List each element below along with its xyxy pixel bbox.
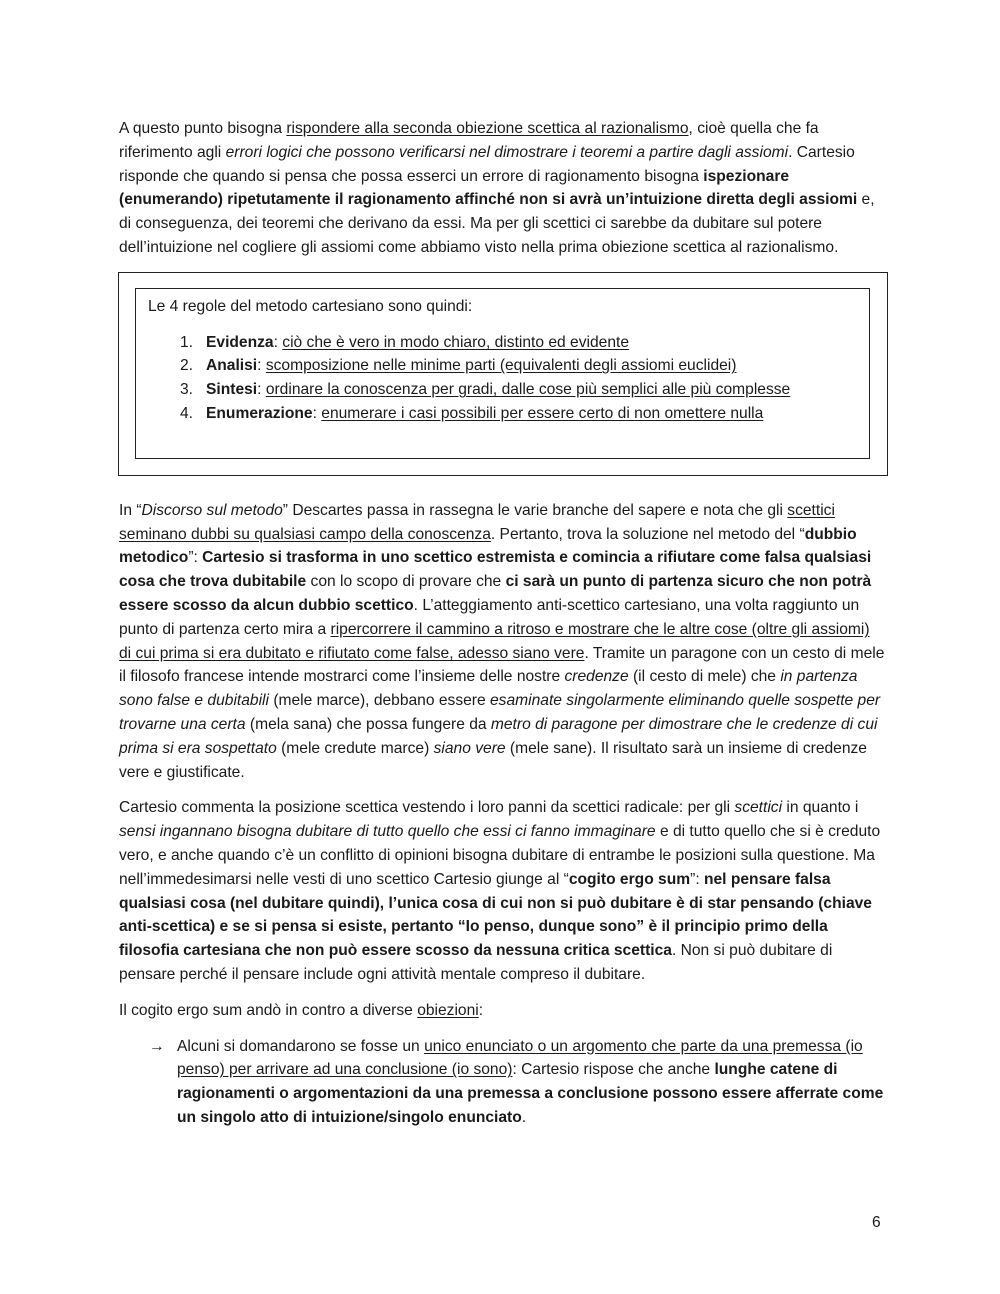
rule-item: 3. Sintesi: ordinare la conoscenza per gradi, dalle cose più semplici alle più complesse (179, 381, 791, 399)
paragraph-objections: Il cogito ergo sum andò in contro a diverse obiezioni: (119, 1001, 484, 1019)
right-arrow-icon: → (149, 1037, 165, 1055)
paragraph-rational-objection: A questo punto bisogna rispondere alla seconda obiezione scettica al razionalismo, cioè quella che fa riferimento agli errori logici che possono verificarsi nel dimostrare i teoremi a partire dagli assiomi. Cartesio risponde che quando si pensa che possa esserci un errore di ragionamento bisogna ispezionare (enumerando) ripetutamente il ragionamento affinché non si avrà un’intuizione diretta degli assiomi e, di conseguenza, dei teoremi che derivano da essi. Ma per gli scettici ci sarebbe da dubitare sul potere dell’intuizione nel cogliere gli assiomi come abbiamo visto nella prima obiezione scettica al razionalismo. (119, 120, 875, 256)
objections-list (119, 1035, 885, 1130)
objection-item: → Alcuni si domandarono se fosse un unico enunciato o un argomento che parte da una premessa (io penso) per arrivare ad una conclusione (io sono): Cartesio rispose che anche lunghe catene di ragionamenti o argomentazioni da una premessa a conclusione possono essere afferrate come un singolo atto di intuizione/singolo enunciato. (119, 1035, 885, 1130)
rule-item: 4. Enumerazione: enumerare i casi possibili per essere certo di non omettere nulla (179, 404, 764, 422)
rules-inner-box (135, 288, 870, 459)
paragraph-methodical-doubt: In “Discorso sul metodo” Descartes passa in rassegna le varie branche del sapere e nota che gli scettici seminano dubbi su qualsiasi campo della conoscenza. Pertanto, trova la soluzione nel metodo del “dubbio metodico”: Cartesio si trasforma in uno scettico estremista e comincia a rifiutare come falsa qualsiasi cosa che trova dubitabile con lo scopo di provare che ci sarà un punto di partenza sicuro che non potrà essere scosso da alcun dubbio scettico. L’atteggiamento anti-scettico cartesiano, una volta raggiunto un punto di partenza certo mira a ripercorrere il cammino a ritroso e mostrare che le altre cose (oltre gli assiomi) di cui prima si era dubitato e rifiutato come false, adesso siano vere. Tramite un paragone con un cesto di mele il filosofo francese intende mostrarci come l’insieme delle nostre credenze (il cesto di mele) che in partenza sono false e dubitabili (mele marce), debbano essere esaminate singolarmente eliminando quelle sospette per trovarne una certa (mela sana) che possa fungere da metro di paragone per dimostrare che le credenze di cui prima si era sospettato (mele credute marce) siano vere (mele sane). Il risultato sarà un insieme di credenze vere e giustificate. (119, 501, 885, 781)
paragraph-cogito: Cartesio commenta la posizione scettica vestendo i loro panni da scettici radicale: per gli scettici in quanto i sensi ingannano bisogna dubitare di tutto quello che essi ci fanno immaginare e di tutto quello che si è creduto vero, e anche quando c’è un conflitto di opinioni bisogna dubitare di entrambe le posizioni sulla questione. Ma nell’immedesimarsi nelle vesti di uno scettico Cartesio giunge al “cogito ergo sum”: nel pensare falsa qualsiasi cosa (nel dubitare quindi), l’unica cosa di cui non si può dubitare è di star pensando (chiave anti-scettica) e se si pensa si esiste, pertanto “Io penso, dunque sono” è il principio primo della filosofia cartesiana che non può essere scosso da nessuna critica scettica. Non si può dubitare di pensare perché il pensare include ogni attività mentale compreso il dubitare. (119, 799, 881, 983)
page-number: 6 (872, 1214, 881, 1231)
rule-item: 1. Evidenza: ciò che è vero in modo chiaro, distinto ed evidente (179, 333, 630, 351)
rules-list (148, 331, 857, 426)
document-page (119, 117, 885, 1130)
rules-intro: Le 4 regole del metodo cartesiano sono quindi: (148, 297, 473, 315)
rule-item: 2. Analisi: scomposizione nelle minime parti (equivalenti degli assiomi euclidei) (179, 357, 737, 375)
rules-outer-box (118, 272, 888, 476)
